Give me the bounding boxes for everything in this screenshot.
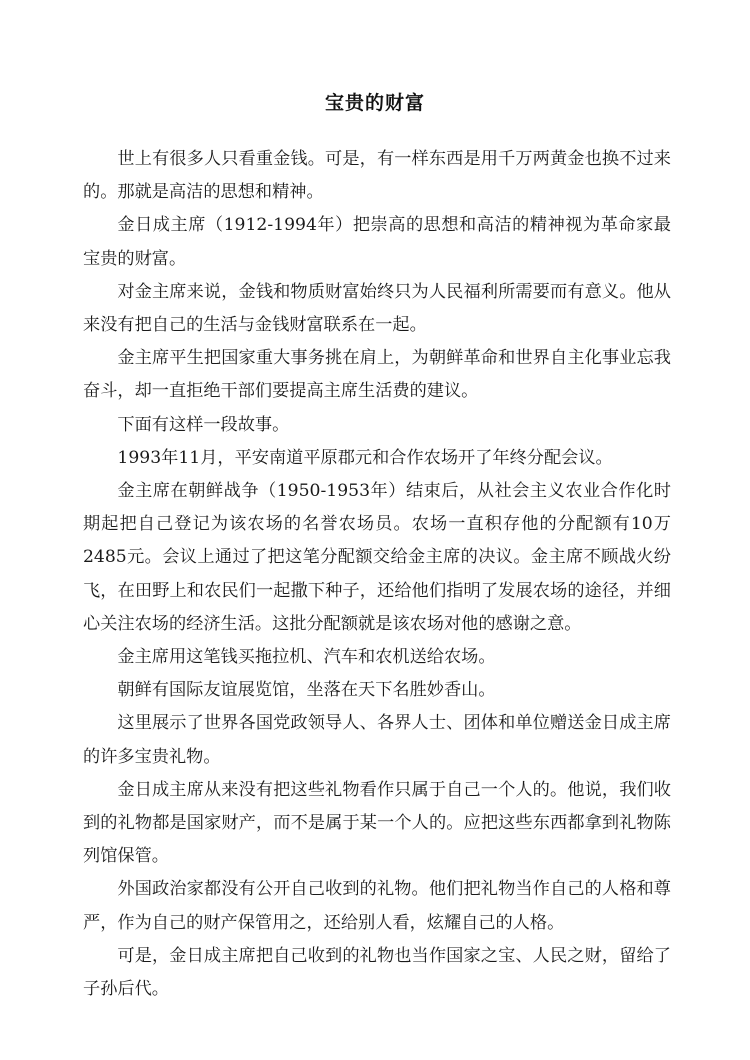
paragraph: 这里展示了世界各国党政领导人、各界人士、团体和单位赠送金日成主席的许多宝贵礼物。 xyxy=(83,713,671,767)
document-body xyxy=(83,143,671,1006)
paragraph: 金主席用这笔钱买拖拉机、汽车和农机送给农场。 xyxy=(117,647,496,668)
paragraph: 朝鲜有国际友谊展览馆，坐落在天下名胜妙香山。 xyxy=(117,680,496,701)
document-title: 宝贵的财富 xyxy=(324,92,425,114)
paragraph: 金日成主席（1912-1994年）把崇高的思想和高洁的精神视为革命家最宝贵的财富。 xyxy=(83,215,671,269)
paragraph: 金日成主席从来没有把这些礼物看作只属于自己一个人的。他说，我们收到的礼物都是国家财产，而不是属于某一个人的。应把这些东西都拿到礼物陈列馆保管。 xyxy=(83,779,671,867)
paragraph: 下面有这样一段故事。 xyxy=(117,414,290,435)
paragraph: 可是，金日成主席把自己收到的礼物也当作国家之宝、人民之财，留给了子孙后代。 xyxy=(83,945,671,1000)
paragraph: 对金主席来说，金钱和物质财富始终只为人民福利所需要而有意义。他从来没有把自己的生活与金钱财富联系在一起。 xyxy=(83,281,671,336)
paragraph: 金主席在朝鲜战争（1950-1953年）结束后，从社会主义农业合作化时期起把自己登记为该农场的名誉农场员。农场一直积存他的分配额有10万2485元。会议上通过了把这笔分配额交给金主席的决议。金主席不顾战火纷飞，在田野上和农民们一起撒下种子，还给他们指明了发展农场的途径，并细心关注农场的经济生活。这批分配额就是该农场对他的感谢之意。 xyxy=(83,481,671,634)
paragraph: 外国政治家都没有公开自己收到的礼物。他们把礼物当作自己的人格和尊严，作为自己的财产保管用之，还给别人看，炫耀自己的人格。 xyxy=(83,879,671,933)
paragraph: 金主席平生把国家重大事务挑在肩上，为朝鲜革命和世界自主化事业忘我奋斗，却一直拒绝干部们要提高主席生活费的建议。 xyxy=(83,348,671,402)
paragraph: 世上有很多人只看重金钱。可是，有一样东西是用千万两黄金也换不过来的。那就是高洁的思想和精神。 xyxy=(83,149,671,203)
paragraph: 1993年11月，平安南道平原郡元和合作农场开了年终分配会议。 xyxy=(117,447,613,468)
